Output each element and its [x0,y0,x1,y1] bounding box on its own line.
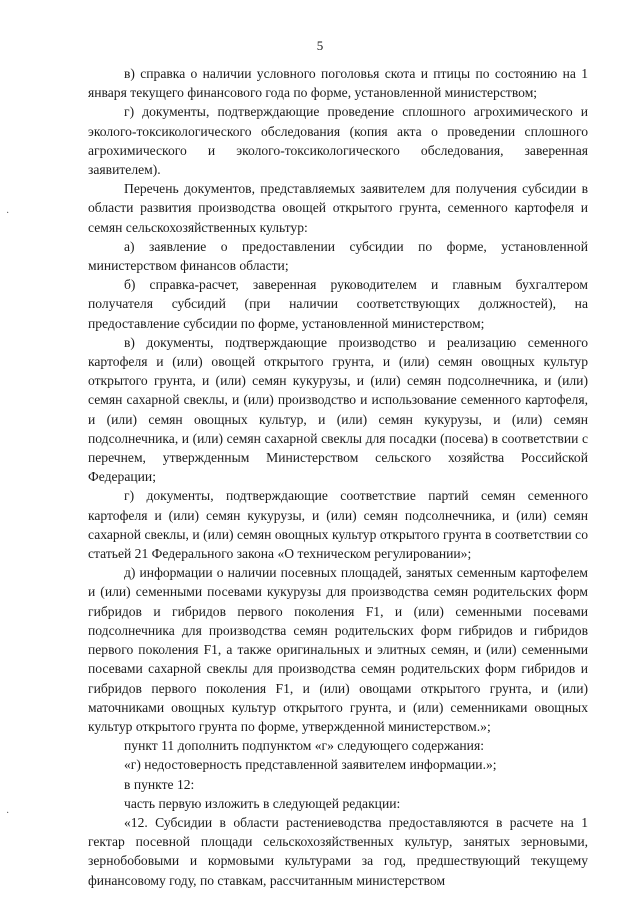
paragraph: в) документы, подтверждающие производство и реализацию семенного картофеля и (или) овощей открытого грунта, и (или) семян овощных культур открытого грунта, и (или) семян кукурузы, и (или) семян подсолнечника, и (или) семян сахарной свеклы, и (или) производство и использование семенного картофеля, и (или) семян овощных культур, и (или) семян кукурузы, и (или) семян подсолнечника, и (или) семян сахарной свеклы для посадки (посева) в соответствии с перечнем, утвержденным Министерством сельского хозяйства Российской Федерации; [88,334,588,485]
paragraph: в) справка о наличии условного поголовья скота и птицы по состоянию на 1 января текущего финансового года по форме, установленной министерством; [88,66,588,101]
paragraph: Перечень документов, представляемых заявителем для получения субсидии в области развития производства овощей открытого грунта, семенного картофеля и семян сельскохозяйственных культур: [88,181,588,235]
paragraph: пункт 11 дополнить подпунктом «г» следующего содержания: [124,738,484,754]
paragraph: г) документы, подтверждающие проведение сплошного агрохимического и эколого-токсикологического обследования (копия акта о проведении сплошного агрохимического и эколого-токсикологического обследования, заверенная заявителем). [88,104,588,178]
paragraph: г) документы, подтверждающие соответствие партий семян семенного картофеля и (или) семян кукурузы, и (или) семян подсолнечника, и (или) семян сахарной свеклы, и (или) семян овощных культур открытого грунта в соответствии со статьей 21 Федерального закона «О техническом регулировании»; [88,488,588,562]
paragraph: а) заявление о предоставлении субсидии по форме, установленной министерством финансов области; [88,238,588,274]
scan-artifact-mark: · [6,208,10,219]
paragraph: д) информации о наличии посевных площадей, занятых семенным картофелем и (или) семенными посевами кукурузы для производства семян родительских форм гибридов и гибридов первого поколения F1, и (или) семенными посевами подсолнечника для производства семян родительских форм гибридов и гибридов первого поколения F1, а также оригинальных и элитных семян, и (или) семенными посевами сахарной свеклы для производства семян родительских форм гибридов и гибридов первого поколения F1, и (или) овощами открытого грунта, и (или) маточниками овощных культур открытого грунта, и (или) семенниками овощных культур открытого грунта по форме, утвержденной министерством.»; [88,565,588,734]
paragraph: б) справка-расчет, заверенная руководителем и главным бухгалтером получателя субсидий (при наличии соответствующих должностей), на предоставление субсидии по форме, установленной министерством; [88,277,588,331]
paragraph: «12. Субсидии в области растениеводства предоставляются в расчете на 1 гектар посевной площади сельскохозяйственных культур, занятых зерновыми, зернобобовыми и кормовыми культурами за год, предшествующий текущему финансовому году, по ставкам, рассчитанным министерством [88,814,588,888]
document-body [88,64,588,890]
scan-artifact-mark: · [6,808,10,819]
paragraph: «г) недостоверность представленной заявителем информации.»; [124,757,497,773]
page-number: 5 [316,38,324,53]
paragraph: часть первую изложить в следующей редакции: [124,795,401,811]
paragraph: в пункте 12: [124,776,195,792]
